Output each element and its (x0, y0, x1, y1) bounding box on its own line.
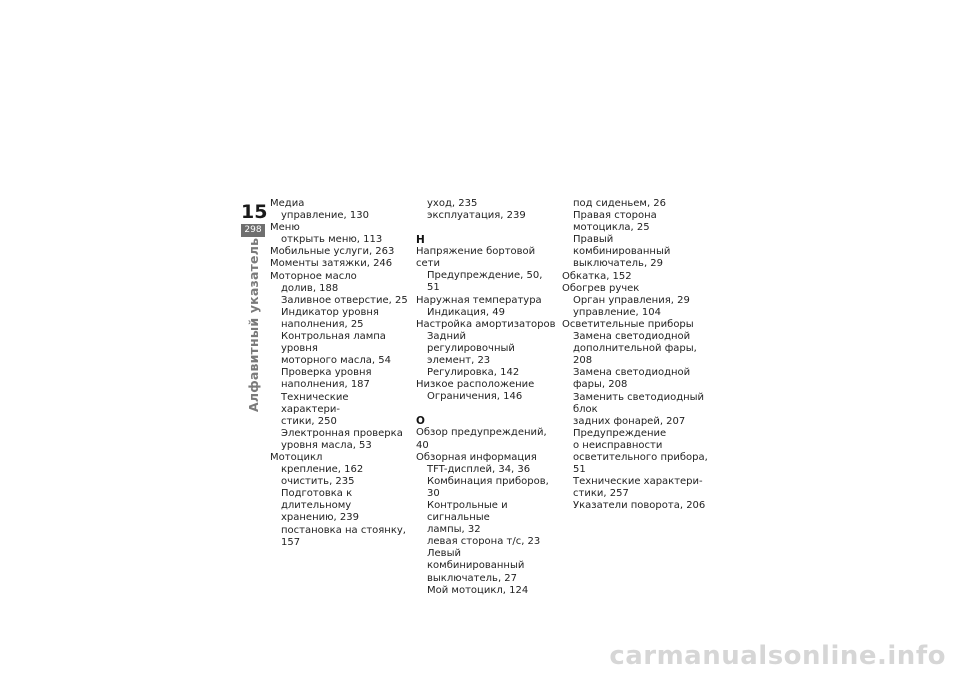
index-subentry: Технические характери- (281, 391, 349, 415)
index-entry: Наружная температура (416, 294, 542, 306)
chapter-tab (241, 201, 268, 237)
index-entry: Меню (270, 222, 300, 234)
index-entry: Обкатка, 152 (562, 270, 632, 282)
index-subentry: уход, 235 (427, 198, 478, 209)
index-subentry: Мой мотоцикл, 124 (427, 584, 529, 596)
index-subentry: Замена светодиодной (573, 331, 691, 343)
index-subentry: управление, 104 (573, 306, 662, 318)
index-entry: Медиа (270, 198, 305, 209)
index-subentry: Предупреждение, 50, 51 (427, 270, 543, 294)
index-subentry: Подготовка к длительному (281, 488, 353, 512)
index-subentry: эксплуатация, 239 (427, 210, 526, 222)
index-entry: Мобильные услуги, 263 (270, 246, 395, 258)
index-subentry: долив, 188 (281, 282, 339, 294)
index-subentry: выключатель, 29 (573, 258, 664, 270)
index-subentry: Индикация, 49 (427, 306, 506, 318)
index-subentry: Правый комбинированный (573, 234, 671, 258)
index-entry: Мотоцикл (270, 451, 323, 463)
index-subentry: Ограничения, 146 (427, 391, 523, 403)
index-subentry: Предупреждение (573, 427, 667, 439)
index-subentry: наполнения, 25 (281, 318, 364, 330)
index-subentry: лампы, 32 (427, 524, 481, 536)
index-subentry: под сиденьем, 26 (573, 198, 667, 209)
index-subentry: левая сторона т/с, 23 (427, 536, 541, 548)
index-entry: Обзор предупреждений, 40 (416, 427, 547, 451)
index-subentry: Индикатор уровня (281, 306, 379, 318)
index-subentry: Контрольные и сигнальные (427, 499, 508, 524)
index-entry: Обзорная информация (416, 451, 537, 463)
index-subentry: Правая сторона (573, 210, 657, 222)
index-subentry: Электронная проверка (281, 427, 403, 439)
index-entry: Моторное масло (270, 270, 357, 282)
index-subentry: задних фонарей, 207 (573, 415, 686, 427)
section-gap (416, 222, 556, 234)
index-subentry: моторного масла, 54 (281, 355, 391, 367)
index-subentry: хранению, 239 (281, 512, 359, 524)
index-subentry: мотоцикла, 25 (573, 222, 650, 234)
index-letter-heading: Н (416, 234, 425, 247)
watermark: carmanualsonline.info (609, 641, 946, 671)
chapter-title: Алфавитный указатель (246, 237, 261, 412)
index-subentry: TFT-дисплей, 34, 36 (427, 463, 531, 475)
index-subentry: Орган управления, 29 (573, 294, 690, 306)
index-subentry: Указатели поворота, 206 (573, 500, 706, 512)
index-subentry: Замена светодиодной (573, 367, 691, 379)
index-entry: Обогрев ручек (562, 282, 640, 294)
index-subentry: Регулировка, 142 (427, 367, 520, 379)
index-subentry: открыть меню, 113 (281, 234, 383, 246)
index-entry: Напряжение бортовой сети (416, 246, 536, 270)
index-entry: Настройка амортизаторов (416, 318, 556, 330)
page-number: 298 (241, 224, 265, 237)
index-subentry: управление, 130 (281, 210, 370, 222)
chapter-number: 15 (241, 201, 268, 223)
index-subentry: наполнения, 187 (281, 379, 370, 391)
index-subentry: Левый комбинированный (427, 548, 525, 572)
section-gap (416, 403, 556, 415)
index-subentry: дополнительной фары, 208 (573, 343, 697, 367)
index-subentry: стики, 250 (281, 415, 337, 427)
index-subentry: постановка на стоянку, 157 (281, 524, 406, 548)
index-column-1 (270, 198, 410, 549)
index-subentry: осветительного прибора, 51 (573, 451, 708, 476)
index-subentry: Комбинация приборов, 30 (427, 475, 549, 499)
index-subentry: Задний регулировочный (427, 330, 515, 354)
index-subentry: Заменить светодиодный блок (573, 391, 705, 415)
index-subentry: очистить, 235 (281, 476, 355, 488)
index-entry: Моменты затяжки, 246 (270, 258, 393, 270)
index-entry: Низкое расположение (416, 379, 535, 391)
index-column-2 (416, 198, 556, 597)
index-subentry: стики, 257 (573, 488, 629, 500)
index-letter-heading: О (416, 415, 425, 428)
index-subentry: Заливное отверстие, 25 (281, 294, 408, 306)
index-subentry: Технические характери- (573, 476, 703, 488)
index-subentry: элемент, 23 (427, 355, 491, 367)
index-column-3 (562, 198, 712, 512)
index-subentry: крепление, 162 (281, 464, 364, 476)
index-entry: Осветительные приборы (562, 318, 694, 330)
index-subentry: Проверка уровня (281, 367, 372, 379)
index-subentry: о неисправности (573, 439, 663, 451)
index-subentry: уровня масла, 53 (281, 439, 372, 451)
index-subentry: фары, 208 (573, 379, 628, 391)
index-subentry: выключатель, 27 (427, 572, 518, 584)
index-subentry: Контрольная лампа уровня (281, 331, 386, 355)
